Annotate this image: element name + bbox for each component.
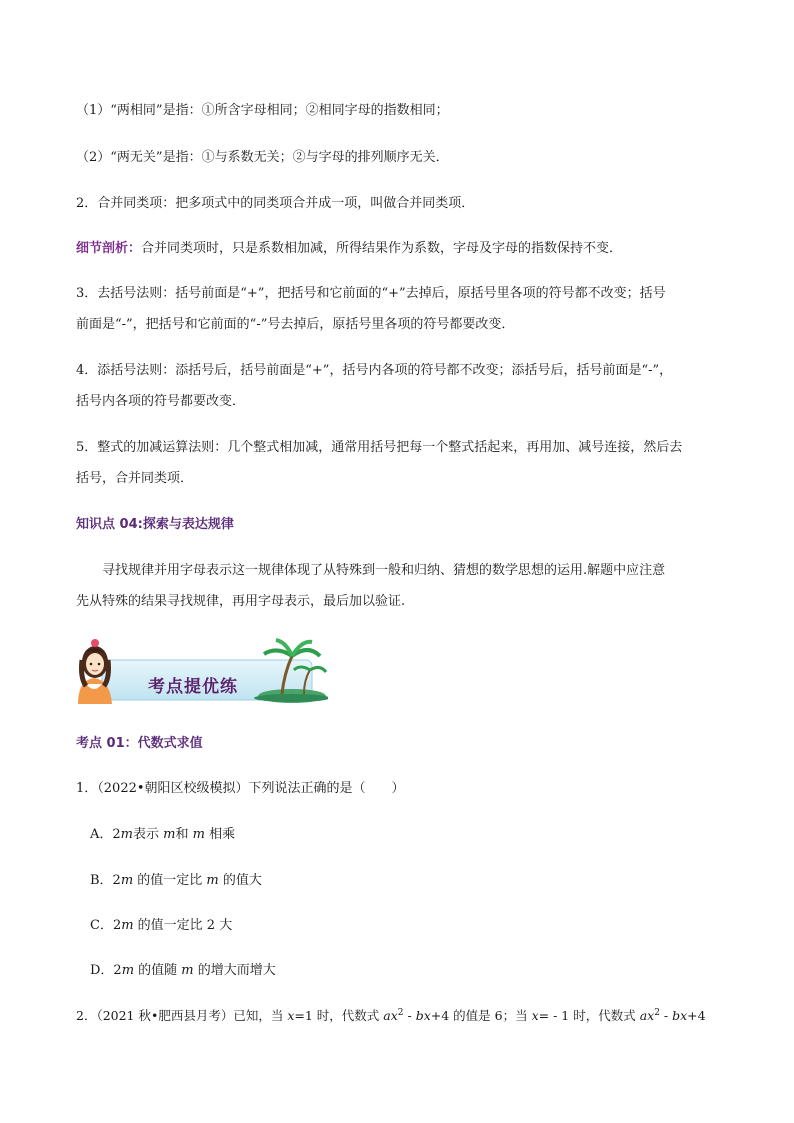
question-1-option-c: C．2m 的值一定比 2 大 [90,918,233,933]
exam-point-1-title: 考点 01：代数式求值 [76,736,203,751]
question-1-option-b: B．2m 的值一定比 m 的值大 [90,873,262,888]
knowledge-point-4-line-2: 先从特殊的结果寻找规律，再用字母表示，最后加以验证. [76,594,406,609]
banner-title: 考点提优练 [148,677,238,697]
question-1-stem: 1．（2022•朝阳区校级模拟）下列说法正确的是（ ） [76,781,405,796]
rule-2: 2．合并同类项：把多项式中的同类项合并成一项，叫做合并同类项． [76,196,475,211]
knowledge-point-4-line-1: 寻找规律并用字母表示这一规律体现了从特殊到一般和归纳、猜想的数学思想的运用.解题中应注意 [102,563,666,578]
intro-line-1: （1）“两相同”是指：①所含字母相同；②相同字母的指数相同； [76,103,449,118]
question-1-option-a: A．2m表示 m和 m 相乘 [90,827,236,842]
knowledge-point-4-title: 知识点 04:探索与表达规律 [76,517,234,532]
question-1-option-d: D．2m 的值随 m 的增大而增大 [90,963,276,978]
detail-label: 细节剖析： [76,241,142,256]
rule-5-line-2: 括号，合并同类项． [76,471,194,486]
rule-3-line-2: 前面是“-”，把括号和它前面的“-”号去掉后，原括号里各项的符号都要改变． [76,317,515,332]
intro-line-2: （2）“两无关”是指：①与系数无关；②与字母的排列顺序无关． [76,150,449,165]
detail-text: 合并同类项时，只是系数相加减，所得结果作为系数，字母及字母的指数保持不变． [141,241,623,256]
question-2-stem: 2．（2021 秋•肥西县月考）已知，当 x=1 时，代数式 $ax^2 - bx+4$ 的值是 6；当 x= - 1 时，代数式 $ax^2 - bx+4$ [76,1008,706,1023]
rule-4-line-2: 括号内各项的符号都要改变． [76,394,246,409]
detail-analysis [76,241,622,257]
rule-3-line-1: 3．去括号法则：括号前面是“+”，把括号和它前面的“+”去掉后，原括号里各项的符号都不改变；括号 [76,286,666,301]
rule-4-line-1: 4．添括号法则：添括号后，括号前面是“+”，括号内各项的符号都不改变；添括号后，括号前面是“-”， [76,363,673,378]
rule-5-line-1: 5．整式的加减运算法则：几个整式相加减，通常用括号把每一个整式括起来，再用加、减号连接，然后去 [76,440,683,455]
girl-illustration-icon [78,639,112,704]
